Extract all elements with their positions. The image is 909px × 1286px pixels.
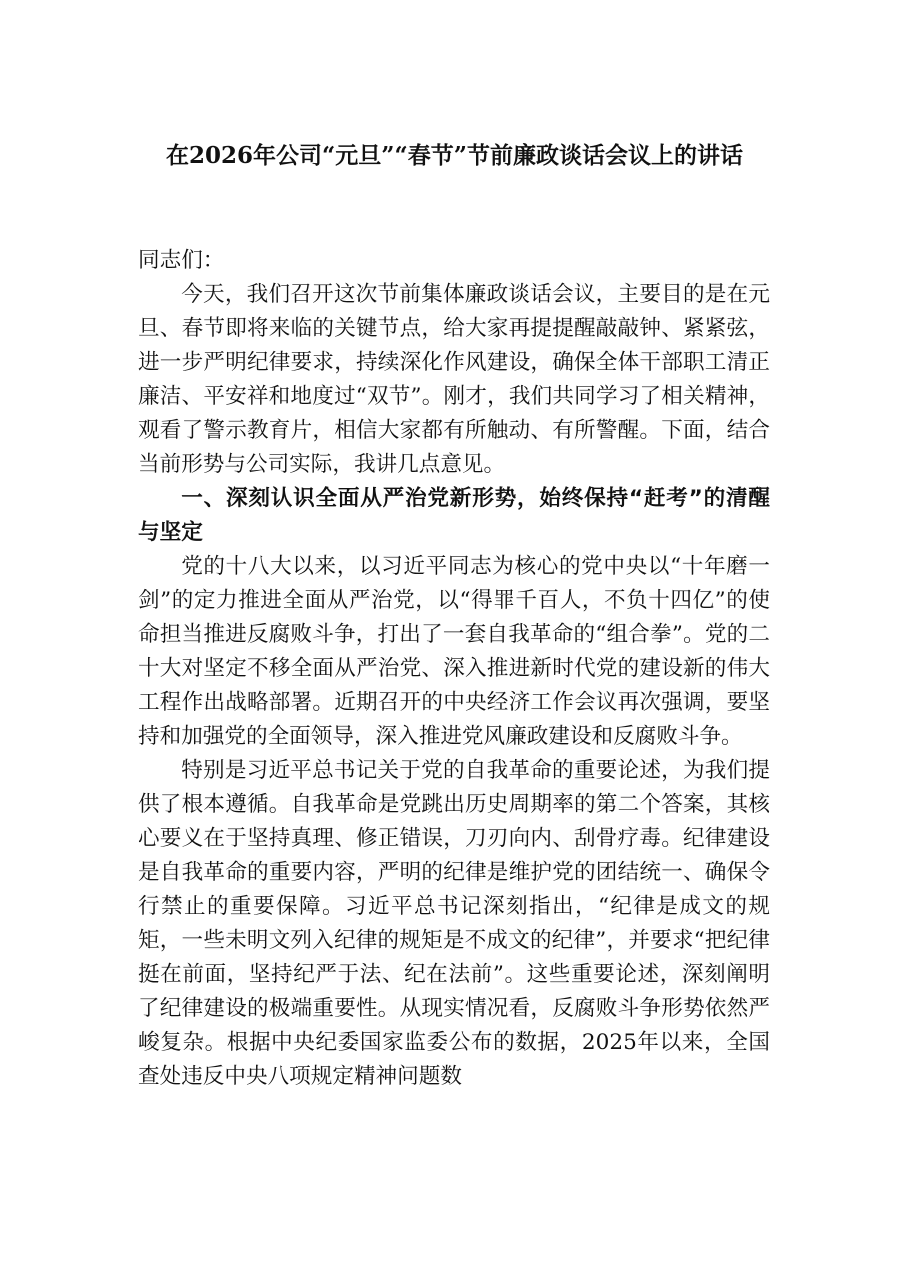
document-title: 在2026年公司“元旦”“春节”节前廉政谈话会议上的讲话 xyxy=(166,142,743,169)
paragraph-body-1: 党的十八大以来，以习近平同志为核心的党中央以“十年磨一剑”的定力推进全面从严治党，以“得罪千百人，不负十四亿”的使命担当推进反腐败斗争，打出了一套自我革命的“组合拳”。党的二十大对坚定不移全面从严治党、深入推进新时代党的建设新的伟大工程作出战略部署。近期召开的中央经济工作会议再次强调，要坚持和加强党的全面领导，深入推进党风廉政建设和反腐败斗争。 xyxy=(138,554,770,749)
document-body xyxy=(138,244,770,1094)
salutation: 同志们： xyxy=(138,248,225,273)
section-heading-1: 一、深刻认识全面从严治党新形势，始终保持“赶考”的清醒与坚定 xyxy=(138,486,770,545)
paragraph-body-2: 特别是习近平总书记关于党的自我革命的重要论述，为我们提供了根本遵循。自我革命是党跳出历史周期率的第二个答案，其核心要义在于坚持真理、修正错误，刀刃向内、刮骨疗毒。纪律建设是自我革命的重要内容，严明的纪律是维护党的团结统一、确保令行禁止的重要保障。习近平总书记深刻指出，“纪律是成文的规矩，一些未明文列入纪律的规矩是不成文的纪律”，并要求“把纪律挺在前面，坚持纪严于法、纪在法前”。这些重要论述，深刻阐明了纪律建设的极端重要性。从现实情况看，反腐败斗争形势依然严峻复杂。根据中央纪委国家监委公布的数据，2025年以来，全国查处违反中央八项规定精神问题数 xyxy=(138,758,770,1089)
paragraph-intro: 今天，我们召开这次节前集体廉政谈话会议，主要目的是在元旦、春节即将来临的关键节点，给大家再提提醒敲敲钟、紧紧弦，进一步严明纪律要求，持续深化作风建设，确保全体干部职工清正廉洁、平安祥和地度过“双节”。刚才，我们共同学习了相关精神，观看了警示教育片，相信大家都有所触动、有所警醒。下面，结合当前形势与公司实际，我讲几点意见。 xyxy=(138,282,770,477)
